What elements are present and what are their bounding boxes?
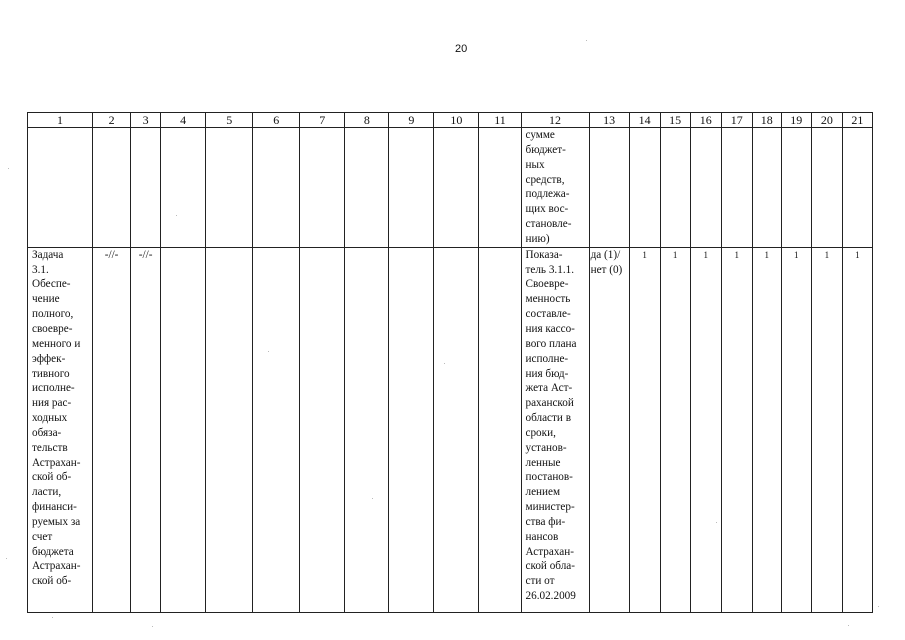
value-cell: 1 (794, 249, 799, 260)
header-cell: 20 (811, 113, 842, 128)
table-cell (345, 247, 389, 612)
header-cell: 17 (721, 113, 752, 128)
value-cell: 1 (672, 249, 678, 260)
table-cell (842, 247, 872, 612)
table-cell (842, 128, 872, 248)
header-cell: 9 (389, 113, 434, 128)
indicator-text: Показа- тель 3.1.1. Своевре- менность составле- ния кассо- вого плана исполне- ния бюд- жета Аст- раханской области в сроки, установ- ленные постанов- лением министер- ства фи- нансов Астрахан- ской обла- сти от 26.02.2009 (525, 248, 577, 603)
table-cell (781, 247, 811, 612)
data-table (27, 112, 873, 613)
table-row (28, 128, 873, 248)
scan-speck (716, 522, 717, 523)
table-cell (660, 128, 690, 248)
table-cell (345, 128, 389, 248)
header-cell: 3 (131, 113, 161, 128)
table-cell (434, 247, 479, 612)
header-cell: 12 (521, 113, 589, 128)
table-cell (721, 128, 752, 248)
scan-speck (372, 498, 373, 499)
header-cell: 21 (842, 113, 872, 128)
table-cell (300, 128, 345, 248)
indicator-cell (521, 247, 589, 612)
header-cell: 19 (781, 113, 811, 128)
header-cell: 7 (300, 113, 345, 128)
scan-speck (8, 168, 9, 169)
table-cell (690, 247, 721, 612)
table-cell (253, 247, 300, 612)
header-cell: 16 (690, 113, 721, 128)
table-cell (479, 128, 521, 248)
table-cell (781, 128, 811, 248)
value-cell: 1 (855, 249, 860, 260)
indicator-continuation-text: сумме бюджет- ных средств, подлежа- щих вос- становле- нию) (525, 129, 572, 245)
header-cell: 2 (93, 113, 131, 128)
unit-cell (589, 247, 629, 612)
ditto-mark: -//- (104, 248, 119, 261)
value-cell: 1 (642, 249, 647, 260)
table-cell (161, 247, 206, 612)
scan-speck (878, 606, 879, 607)
indicator-continuation-cell (521, 128, 589, 248)
scan-speck (848, 625, 849, 626)
table-cell (629, 247, 660, 612)
scan-speck (6, 558, 7, 559)
value-cell: 1 (764, 249, 770, 260)
header-cell: 8 (345, 113, 389, 128)
scan-speck (586, 40, 587, 41)
table-cell (389, 247, 434, 612)
header-row (28, 113, 873, 128)
table-cell (811, 247, 842, 612)
table-cell (752, 128, 781, 248)
scan-speck (52, 617, 53, 618)
task-text: Задача 3.1. Обеспе- чение полного, своевре- менного и эффек- тивного исполне- ния рас- ходных обяза- тельств Астрахан- ской об- ласти, финанси- руемых за счет бюджета Астрахан- ской об- (32, 248, 81, 588)
table-row (28, 247, 873, 612)
value-cell: 1 (734, 249, 739, 260)
table-cell (389, 128, 434, 248)
value-cell: 1 (824, 249, 830, 260)
table-cell (811, 128, 842, 248)
scan-speck (268, 351, 269, 352)
table-cell (629, 128, 660, 248)
scan-speck (152, 626, 153, 627)
table-cell (206, 247, 253, 612)
header-cell: 15 (660, 113, 690, 128)
header-cell: 5 (206, 113, 253, 128)
table-cell (300, 247, 345, 612)
header-cell: 10 (434, 113, 479, 128)
table-cell (752, 247, 781, 612)
table-cell (589, 128, 629, 248)
table-cell (93, 247, 131, 612)
table-cell (131, 128, 161, 248)
table-cell (434, 128, 479, 248)
scan-speck (176, 215, 177, 216)
header-cell: 1 (28, 113, 93, 128)
header-cell: 6 (253, 113, 300, 128)
header-cell: 4 (161, 113, 206, 128)
table-cell (660, 247, 690, 612)
table-cell (206, 128, 253, 248)
table-cell (131, 247, 161, 612)
table-cell (28, 128, 93, 248)
value-cell: 1 (703, 249, 708, 260)
header-cell: 14 (629, 113, 660, 128)
page-number: 20 (455, 43, 468, 55)
table-cell (161, 128, 206, 248)
header-cell: 18 (752, 113, 781, 128)
table-cell (721, 247, 752, 612)
unit-text: да (1)/ нет (0) (590, 248, 623, 276)
table-cell (93, 128, 131, 248)
table-cell (690, 128, 721, 248)
table-cell (479, 247, 521, 612)
task-cell (28, 247, 93, 612)
header-cell: 11 (479, 113, 521, 128)
table-cell (253, 128, 300, 248)
header-cell: 13 (589, 113, 629, 128)
ditto-mark: -//- (138, 248, 153, 261)
scan-speck (444, 363, 445, 364)
